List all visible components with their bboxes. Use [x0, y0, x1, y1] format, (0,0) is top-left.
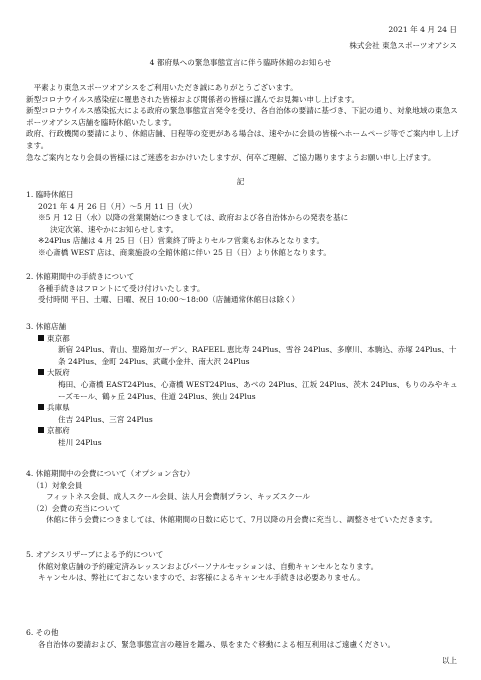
section-heading: 5. オアシスリザーブによる予約について — [26, 550, 164, 559]
intro-line: 新型コロナウイルス感染症に罹患された皆様および関係者の皆様に謹んでお見舞い申し上げます。 — [26, 94, 360, 104]
ki-heading: 記 — [236, 177, 245, 186]
subsection-body: フィットネス会員、成人スクール会員、法人月会費制プラン、キッズスクール — [46, 492, 311, 502]
store-names: 住吉 24Plus、三宮 24Plus — [58, 414, 153, 424]
reservation-line: キャンセルは、弊社にておこないますので、お客様によるキャンセル手続きは必要ありません。 — [38, 573, 365, 583]
intro-line: 政府、行政機関の要請により、休館店舗、日程等の変更がある場合は、速やかに会員の皆様へホームページ等でご案内申し上げます。 — [26, 129, 459, 150]
section-body — [38, 639, 459, 651]
document-title: 4 都府県への緊急事態宣言に伴う臨時休館のお知らせ — [149, 58, 332, 67]
section-heading: 3. 休館店舗 — [26, 322, 67, 331]
store-list — [38, 333, 459, 449]
subsection-heading: （2）会費の充当について — [32, 503, 121, 513]
section-heading: 2. 休館期間中の手続きについて — [26, 272, 135, 281]
store-names: 桂川 24Plus — [58, 437, 102, 447]
square-bullet-icon — [38, 369, 44, 375]
closure-period: 2021 年 4 月 26 日（月）～5 月 11 日（火） — [38, 201, 197, 211]
section-closed-stores — [26, 321, 459, 449]
intro-line: 急なご案内となり会員の皆様にはご迷惑をおかけいたしますが、何卒ご理解、ご協力賜りますようお願い申し上げます。 — [26, 152, 436, 162]
section-body — [38, 561, 459, 584]
intro-line: 平素より東急スポーツオアシスをご利用いただき誠にありがとうございます。 — [33, 83, 298, 92]
company-name: 株式会社 東急スポーツオアシス — [349, 41, 457, 50]
subsection-body: 休館に伴う会費につきましては、休館期間の日数に応じて、7月以降の月会費に充当し、調整させていただきます。 — [46, 515, 438, 525]
section-procedures — [26, 271, 459, 306]
square-bullet-icon — [38, 335, 44, 341]
intro-line: 新型コロナウイルス感染拡大による政府の緊急事態宣言発令を受け、各自治体の要請に基づき、下記の通り、対象地域の東急スポーツオアシス店舗を臨時休館いたします。 — [26, 106, 458, 127]
region-hyogo: 兵庫県 — [38, 402, 459, 414]
section-reservations — [26, 549, 459, 584]
region-osaka: 大阪府 — [38, 367, 459, 379]
region-kyoto: 京都府 — [38, 425, 459, 437]
section-other — [26, 627, 459, 650]
procedure-line: 各種手続きはフロントにて受け付けいたします。 — [38, 283, 205, 293]
other-line: 各自治体の要請および、緊急事態宣言の趣旨を鑑み、県をまたぐ移動による相互利用はご遠慮ください。 — [38, 639, 396, 649]
section-closure-dates — [26, 189, 459, 259]
square-bullet-icon — [38, 427, 44, 433]
section-heading: 1. 臨時休館日 — [26, 190, 74, 199]
reservation-line: 休館対象店舗の予約確定済みレッスンおよびパーソナルセッションは、自動キャンセルとなります。 — [38, 561, 379, 571]
intro-paragraphs — [26, 82, 459, 163]
note-line: ※24Plus 店舗は 4 月 25 日（日）営業終了時よりセルフ営業もお休みとなります。 — [38, 236, 325, 246]
section-heading: 6. その他 — [26, 628, 59, 637]
note-line: ※心斎橋 WEST 店は、商業施設の全館休館に伴い 25 日（日）より休館となります。 — [38, 247, 331, 257]
section-heading: 4. 休館期間中の会費について（オプション含む） — [26, 469, 195, 478]
region-tokyo: 東京都 — [38, 333, 459, 345]
subsection-heading: （1）対象会員 — [32, 480, 83, 490]
note-line-cont: 決定次第、速やかにお知らせします。 — [50, 224, 179, 234]
note-line: ※5 月 12 日（水）以降の営業開始につきましては、政府および各自治体からの発表を基に — [38, 213, 349, 223]
store-names: 梅田、心斎橋 EAST24Plus、心斎橋 WEST24Plus、あべの 24Plus、江坂 24Plus、茨木 24Plus、もりのみやキューズモール、鶴ヶ丘 24Plus、住道 24Plus、狭山 24Plus — [58, 379, 458, 401]
reception-hours: 受付時間 平日、土曜、日曜、祝日 10:00～18:00（店舗通常休館日は除く） — [38, 295, 300, 305]
store-names: 新宿 24Plus、青山、聖路加ガーデン、RAFEEL 恵比寿 24Plus、雪谷 24Plus、多摩川、本駒込、赤塚 24Plus、十条 24Plus、金町 24Plus、武蔵小金井、南大沢 24Plus — [58, 345, 457, 366]
section-body — [38, 201, 459, 259]
closing-mark: 以上 — [441, 656, 457, 665]
section-fees — [26, 468, 459, 526]
square-bullet-icon — [38, 404, 44, 410]
section-body — [38, 283, 459, 306]
document-date: 2021 年 4 月 24 日 — [388, 25, 457, 34]
